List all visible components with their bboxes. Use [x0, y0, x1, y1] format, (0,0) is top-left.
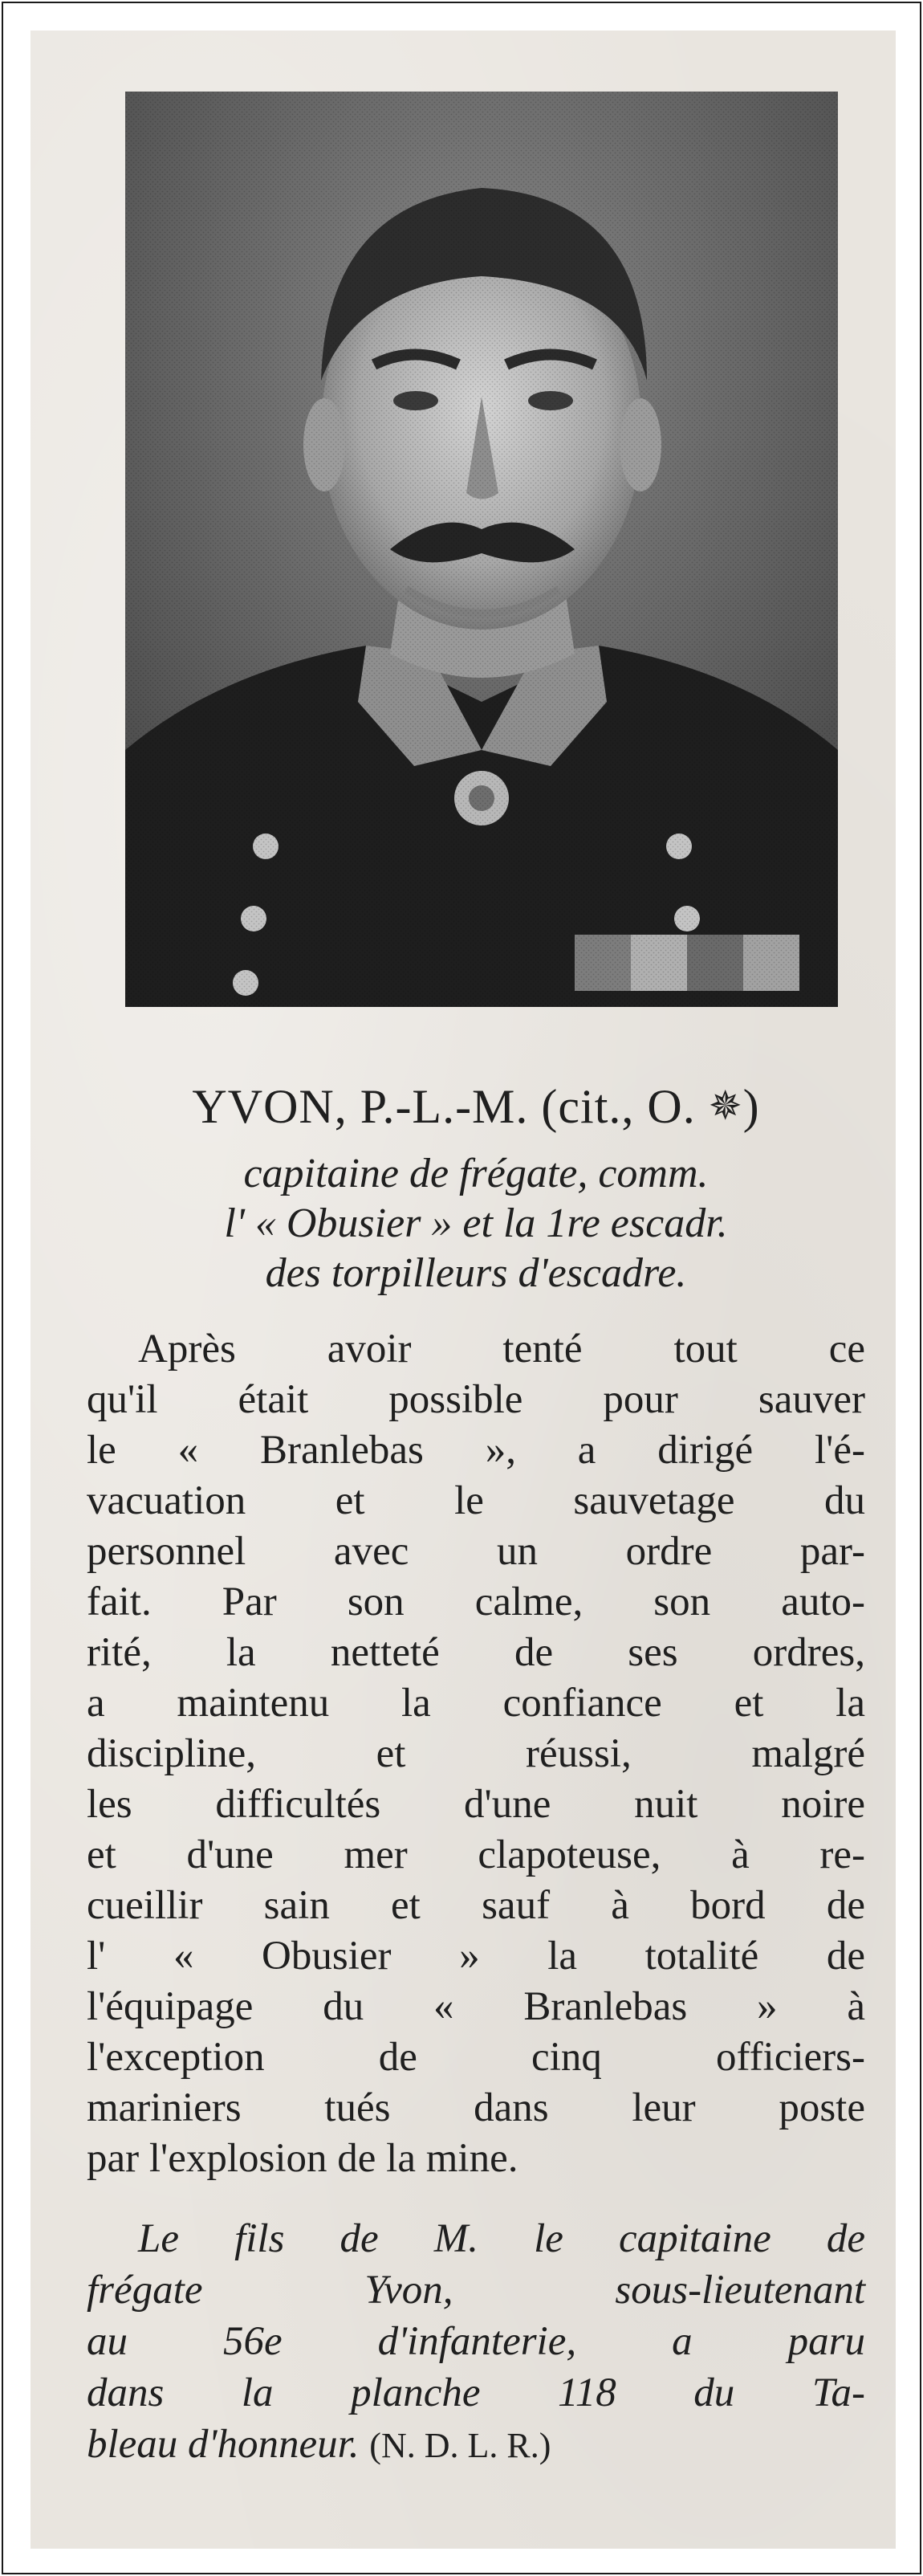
text-line: le « Branlebas », a dirigé l'é- [87, 1428, 865, 1473]
rank-description [87, 1149, 865, 1298]
text-line: discipline, et réussi, malgré [87, 1731, 865, 1776]
text-line: Après avoir tenté tout ce [138, 1327, 865, 1372]
text-line: et d'une mer clapoteuse, à re- [87, 1832, 865, 1877]
page-frame [2, 2, 921, 2574]
citation-label: (cit., O. [541, 1080, 696, 1133]
note-line: au 56e d'infanterie, a paru [87, 2319, 865, 2364]
text-line: vacuation et le sauvetage du [87, 1478, 865, 1523]
rank-line: des torpilleurs d'escadre. [265, 1250, 687, 1296]
text-line: les difficultés d'une nuit noire [87, 1782, 865, 1827]
text-line: rité, la netteté de ses ordres, [87, 1630, 865, 1675]
note-line: dans la planche 118 du Ta- [87, 2370, 865, 2415]
editor-tag: (N. D. L. R.) [369, 2426, 551, 2465]
entry-heading [87, 1074, 865, 1138]
text-line: l' « Obusier » la totalité de [87, 1934, 865, 1979]
text-line: fait. Par son calme, son auto- [87, 1579, 865, 1624]
note-line: Le fils de M. le capitaine de [138, 2216, 865, 2261]
note-line: frégate Yvon, sous-lieutenant [87, 2268, 865, 2313]
text-line: mariniers tués dans leur poste [87, 2085, 865, 2130]
portrait-photo [125, 92, 838, 1007]
obituary-entry [87, 1074, 865, 2472]
text-line: par l'explosion de la mine. [87, 2136, 518, 2181]
paper-page [30, 31, 896, 2549]
note-line-text: bleau d'honneur. [87, 2422, 360, 2467]
citation-text [87, 1324, 865, 2184]
text-line: personnel avec un ordre par- [87, 1529, 865, 1574]
text-line: l'exception de cinq officiers- [87, 2035, 865, 2080]
editor-note [87, 2213, 865, 2472]
legion-honour-icon: ✵ [708, 1083, 743, 1128]
citation-close: ) [742, 1080, 760, 1133]
text-line: cueillir sain et sauf à bord de [87, 1883, 865, 1928]
person-name: YVON, P.-L.-M. [192, 1080, 529, 1133]
text-line: a maintenu la confiance et la [87, 1681, 865, 1726]
text-line: qu'il était possible pour sauver [87, 1377, 865, 1422]
text-line: l'équipage du « Branlebas » à [87, 1984, 865, 2029]
rank-line: l' « Obusier » et la 1re escadr. [224, 1200, 728, 1246]
note-line [87, 2419, 865, 2472]
rank-line: capitaine de frégate, comm. [243, 1151, 709, 1196]
